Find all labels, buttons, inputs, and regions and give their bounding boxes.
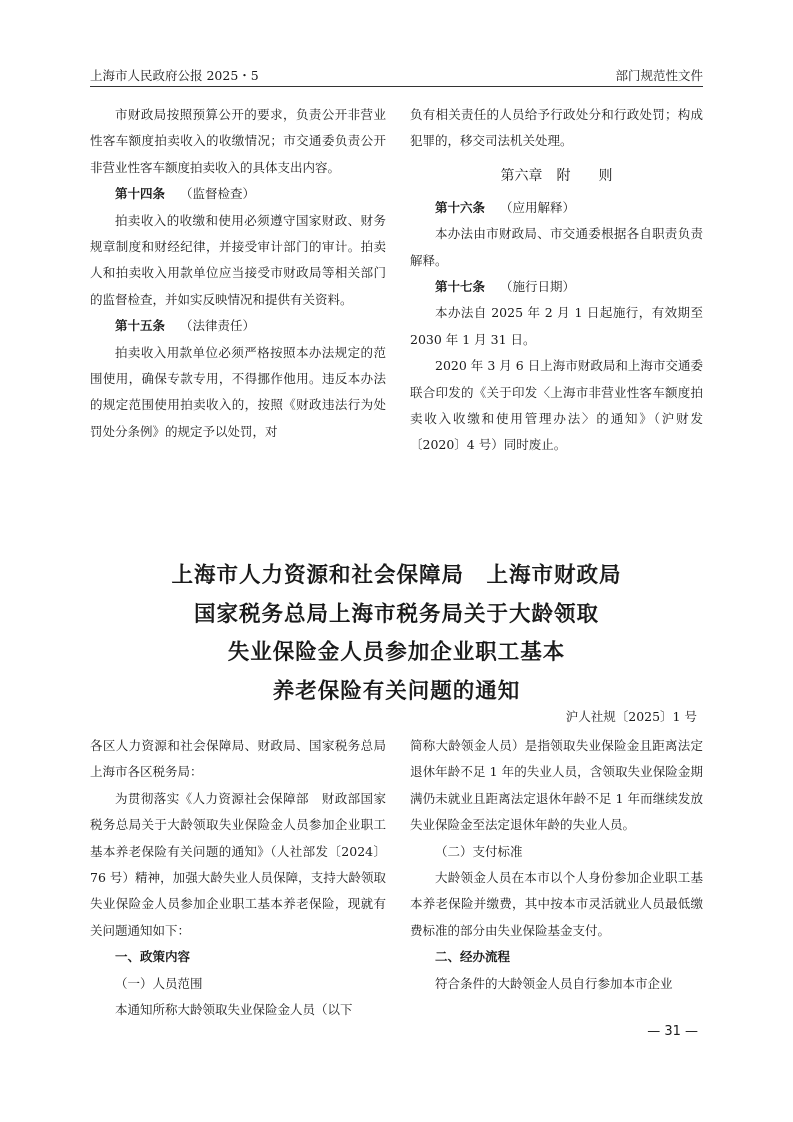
article-title: （应用解释） [500, 199, 576, 215]
bottom-right-column [410, 733, 703, 997]
subsection-heading: （一）人员范围 [115, 975, 203, 991]
paragraph: 本办法由市财政局、市交通委根据各自职责负责解释。 [410, 226, 703, 268]
header-publication: 上海市人民政府公报 2025・5 [90, 68, 259, 83]
notice-title [90, 557, 703, 711]
top-right-column [410, 102, 703, 459]
paragraph: 市财政局按照预算公开的要求，负责公开非营业性客车额度拍卖收入的收缴情况；市交通委负责公开非营业性客车额度拍卖收入的具体支出内容。 [90, 107, 386, 175]
bottom-left-column [90, 733, 386, 1023]
article-title: （监督检查） [180, 186, 256, 202]
paragraph: 本办法自 2025 年 2 月 1 日起施行，有效期至 2030 年 1 月 31 日。 [410, 305, 703, 347]
article-number: 第十五条 [115, 318, 166, 334]
article-number: 第十七条 [435, 279, 486, 295]
article-17-heading [410, 274, 703, 300]
paragraph: 2020 年 3 月 6 日上海市财政局和上海市交通委联合印发的《关于印发〈上海市非营业性客车额度拍卖收入收缴和使用管理办法〉的通知》（沪财发〔2020〕4 号）同时废止。 [410, 358, 703, 453]
article-number: 第十六条 [435, 199, 486, 215]
title-line: 养老保险有关问题的通知 [272, 678, 521, 704]
chapter-heading: 第六章 附 则 [500, 167, 613, 184]
paragraph: 为贯彻落实《人力资源社会保障部 财政部国家税务总局关于大龄领取失业保险金人员参加企业职工基本养老保险有关问题的通知》（人社部发〔2024〕76 号）精神，加强大龄失业人员保障，支持大龄领取失业保险金人员参加企业职工基本养老保险，现就有关问题通知如下： [90, 790, 386, 938]
section-heading: 一、政策内容 [115, 949, 191, 965]
article-number: 第十四条 [115, 186, 166, 202]
title-line: 国家税务总局上海市税务局关于大龄领取 [193, 601, 599, 627]
article-title: （法律责任） [180, 318, 256, 334]
top-left-column [90, 102, 386, 445]
paragraph: 大龄领金人员在本市以个人身份参加企业职工基本养老保险并缴费，其中按本市灵活就业人员最低缴费标准的部分由失业保险基金支付。 [410, 870, 703, 938]
title-line: 上海市人力资源和社会保障局 上海市财政局 [171, 563, 622, 588]
article-16-heading [410, 195, 703, 221]
article-title: （施行日期） [500, 279, 576, 295]
running-header [90, 66, 703, 87]
paragraph: 拍卖收入的收缴和使用必须遵守国家财政、财务规章制度和财经纪律，并接受审计部门的审计。拍卖人和拍卖收入用款单位应当接受市财政局等相关部门的监督检查，并如实反映情况和提供有关资料。 [90, 212, 386, 307]
paragraph: 本通知所称大龄领取失业保险金人员（以下 [115, 1002, 353, 1018]
paragraph: 简称大龄领金人员）是指领取失业保险金且距离法定退休年龄不足 1 年的失业人员，含领取失业保险金期满仍未就业且距离法定退休年龄不足 1 年而继续发放失业保险金至法定退休年龄的失业人员。 [410, 738, 703, 833]
section-heading: 二、经办流程 [435, 949, 511, 965]
article-14-heading [90, 181, 386, 207]
addressee: 各区人力资源和社会保障局、财政局、国家税务总局上海市各区税务局： [90, 738, 386, 780]
document-number: 沪人社规〔2025〕1 号 [565, 709, 697, 724]
title-line: 失业保险金人员参加企业职工基本 [227, 640, 566, 665]
page-number: — 31 — [647, 1024, 698, 1039]
header-section: 部门规范性文件 [615, 68, 703, 83]
paragraph: 符合条件的大龄领金人员自行参加本市企业 [435, 975, 673, 991]
article-15-heading [90, 313, 386, 339]
subsection-heading: （二）支付标准 [435, 843, 523, 859]
paragraph: 拍卖收入用款单位必须严格按照本办法规定的范围使用，确保专款专用，不得挪作他用。违反本办法的规定范围使用拍卖收入的，按照《财政违法行为处罚处分条例》的规定予以处罚，对 [90, 344, 386, 439]
paragraph: 负有相关责任的人员给予行政处分和行政处罚；构成犯罪的，移交司法机关处理。 [410, 107, 703, 149]
